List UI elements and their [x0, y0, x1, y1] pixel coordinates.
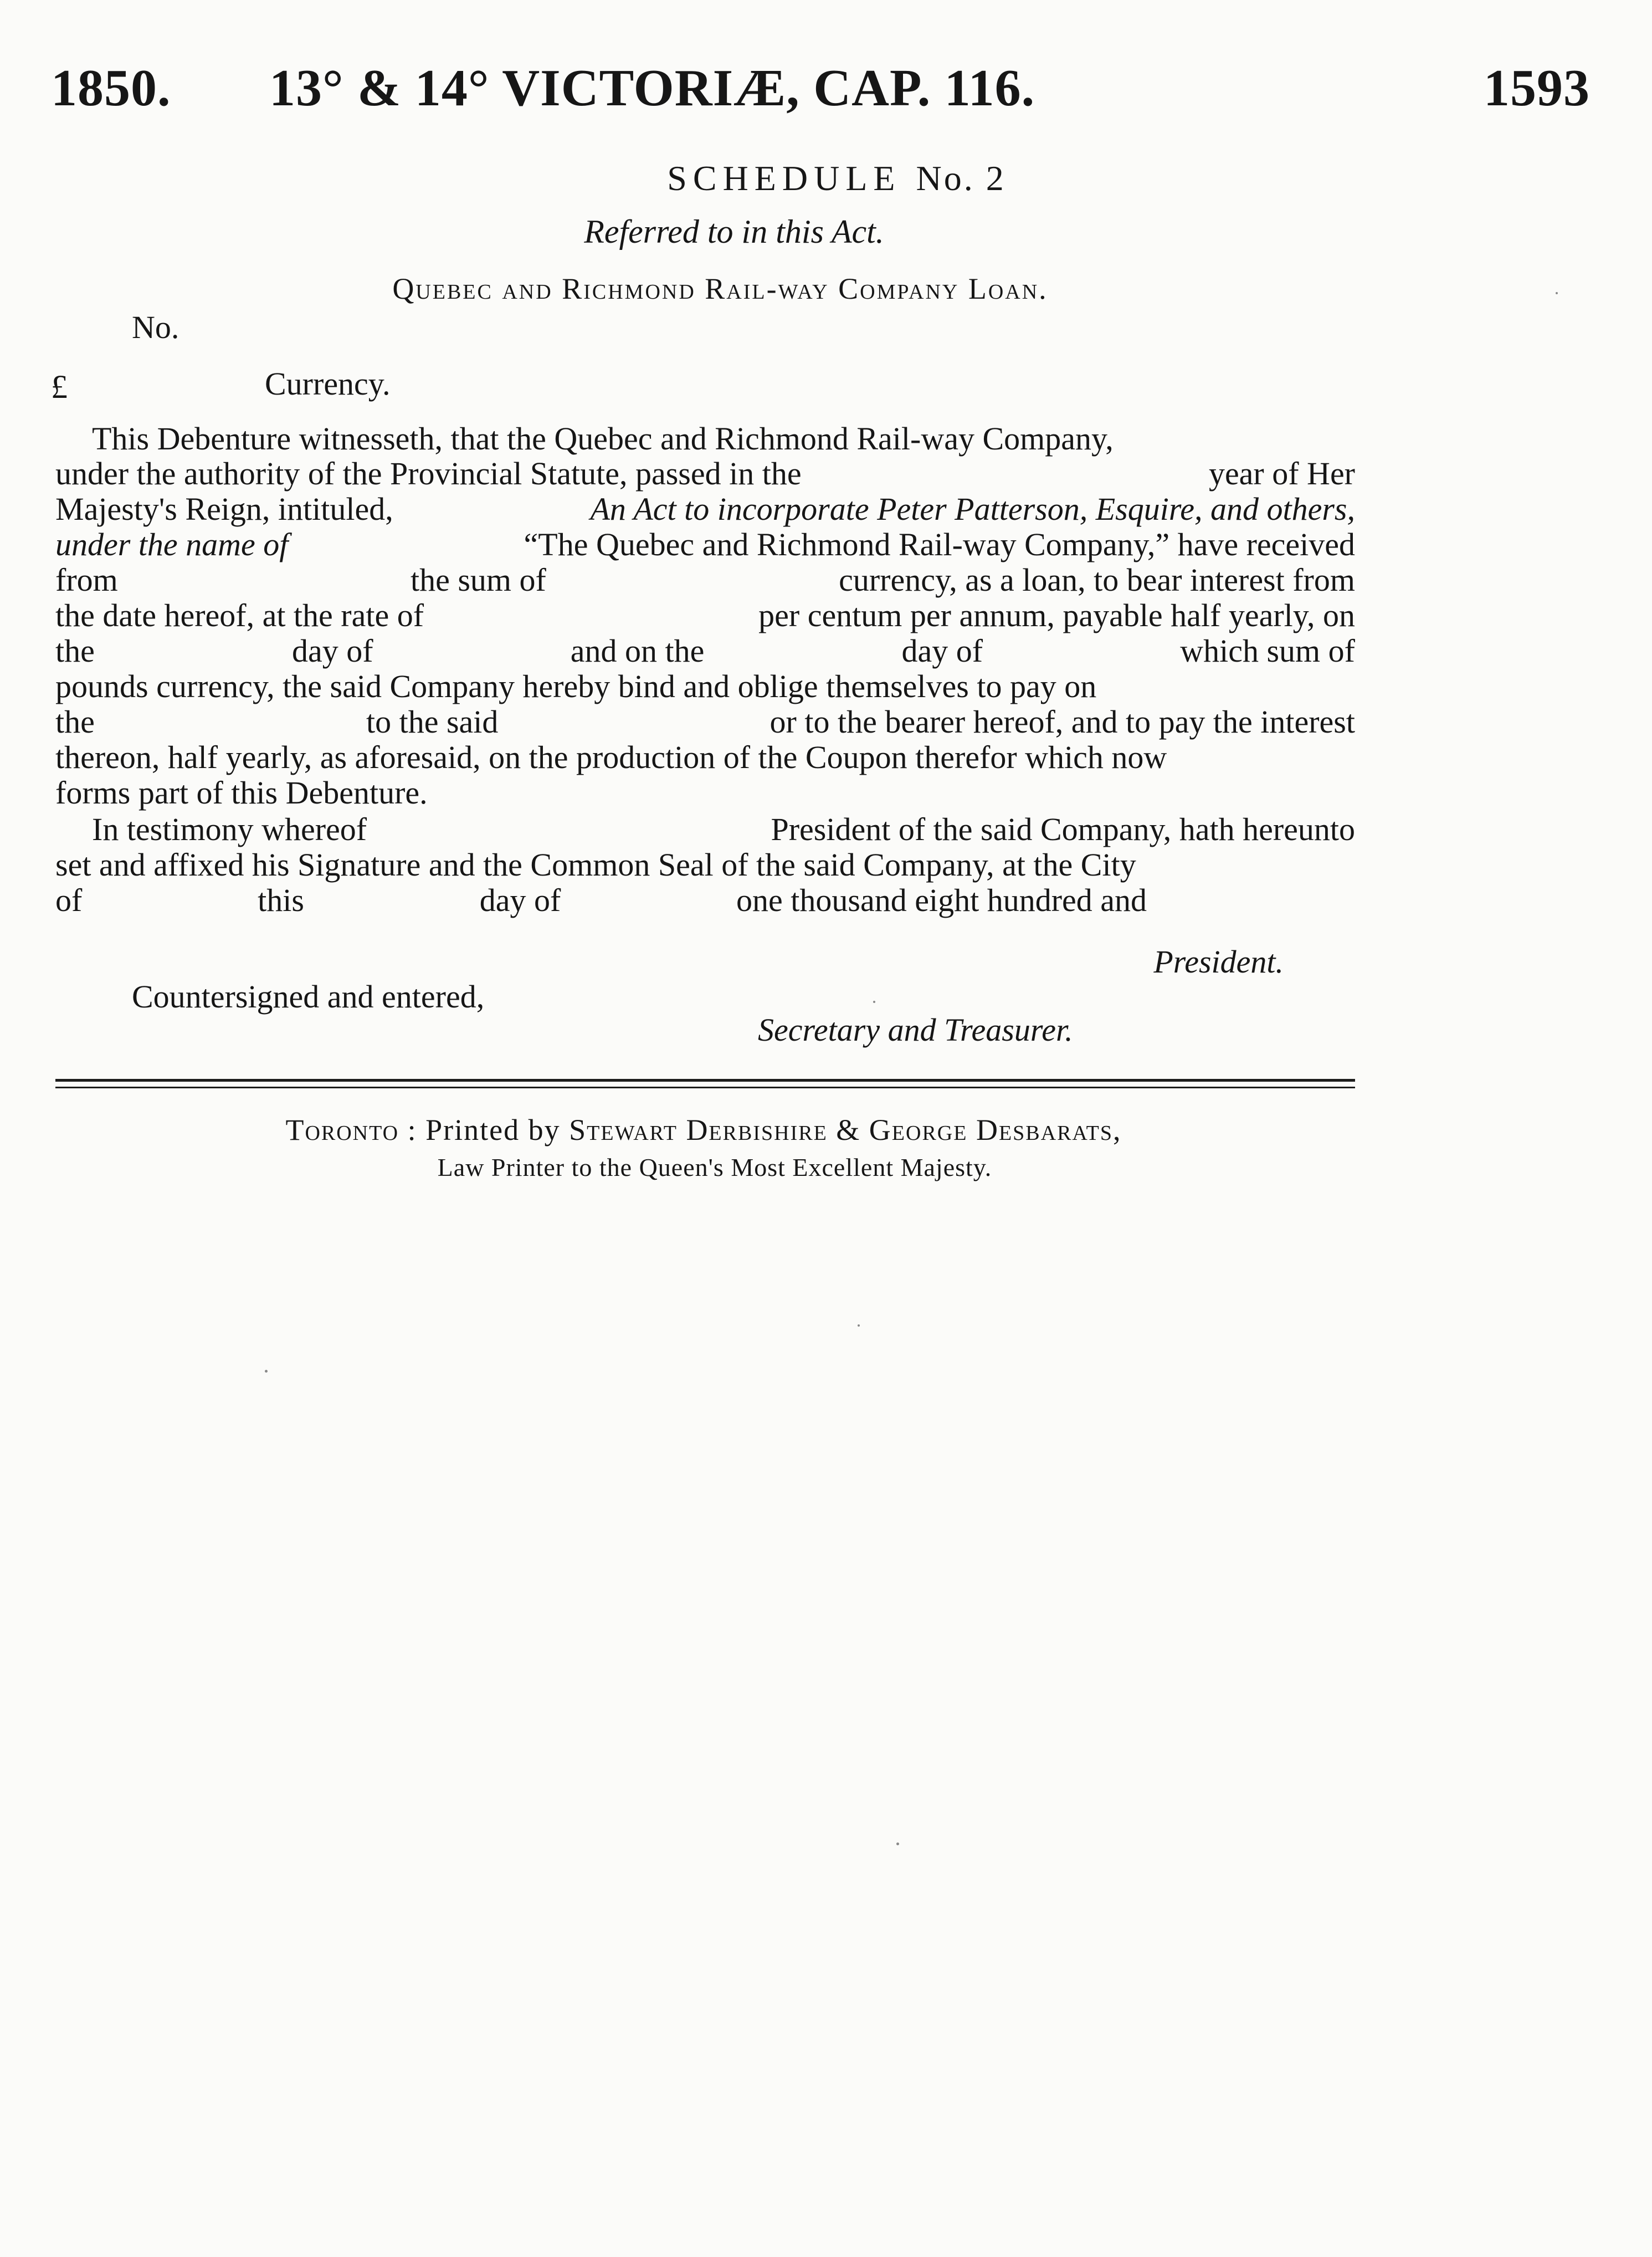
schedule-label: SCHEDULE: [667, 158, 901, 198]
body-line: [55, 668, 1355, 704]
divider-rule: [55, 1079, 1355, 1082]
body-text: from: [55, 562, 118, 598]
body-line: [55, 526, 1355, 562]
body-text: under the authority of the Provincial Statute, passed in the: [55, 456, 802, 492]
print-speck: [896, 1843, 899, 1845]
page-number: 1593: [1484, 59, 1590, 117]
imprint-printer: George Desbarats,: [869, 1113, 1122, 1147]
body-text: thereon, half yearly, as aforesaid, on the production of the Coupon therefor which now: [55, 739, 1167, 775]
body-text: of: [55, 882, 83, 918]
body-text: this: [258, 882, 304, 918]
body-line: [55, 635, 1355, 667]
body-text: day of: [901, 633, 983, 669]
countersigned-label: Countersigned and entered,: [132, 979, 485, 1015]
body-text: which sum of: [1180, 633, 1355, 669]
imprint-ampersand: &: [836, 1113, 861, 1147]
act-title-text: An Act to incorporate Peter Patterson, Esquire, and others,: [590, 491, 1355, 527]
imprint-printed-by: Printed by: [425, 1113, 561, 1147]
body-text: the: [55, 633, 95, 669]
body-text: “The Quebec and Richmond Rail-way Company,” have received: [524, 526, 1355, 562]
body-text: to the said: [366, 704, 499, 740]
body-line: [55, 564, 1355, 596]
body-text: Majesty's Reign, intituled,: [55, 491, 393, 527]
secretary-signature-label: Secretary and Treasurer.: [758, 1012, 1073, 1048]
imprint-printer: Stewart Derbishire: [569, 1113, 828, 1147]
referred-note: Referred to in this Act.: [584, 213, 884, 250]
print-speck: [1556, 292, 1558, 294]
body-text: and on the: [570, 633, 705, 669]
president-signature-label: President.: [1153, 944, 1284, 980]
body-text: the: [55, 704, 95, 740]
print-speck: [873, 1001, 875, 1003]
imprint-line-2: Law Printer to the Queen's Most Excellent Majesty.: [437, 1153, 992, 1181]
body-text: day of: [479, 882, 561, 918]
body-text: the sum of: [411, 562, 546, 598]
number-label: No.: [132, 309, 179, 345]
imprint-line: [0, 1113, 1407, 1147]
body-text: the date hereof, at the rate of: [55, 597, 424, 633]
body-text: per centum per annum, payable half yearly, on: [758, 597, 1355, 633]
body-text: year of Her: [1208, 456, 1355, 492]
body-line: [55, 597, 1355, 633]
act-title-text: under the name of: [55, 526, 289, 562]
divider-rule: [55, 1087, 1355, 1088]
header-year: 1850.: [51, 59, 171, 117]
body-text: or to the bearer hereof, and to pay the interest: [769, 704, 1355, 740]
body-text: pounds currency, the said Company hereby bind and oblige themselves to pay on: [55, 668, 1097, 704]
body-line: [92, 423, 1355, 455]
body-text: one thousand eight hundred and: [736, 882, 1147, 918]
body-line: [55, 458, 1355, 490]
body-text: currency, as a loan, to bear interest from: [839, 562, 1355, 598]
body-line: [55, 706, 1355, 738]
body-line: [55, 777, 1355, 809]
body-text: This Debenture witnesseth, that the Quebec and Richmond Rail-way Company,: [92, 421, 1114, 457]
imprint-place: Toronto :: [285, 1113, 417, 1147]
body-text: President of the said Company, hath hereunto: [771, 811, 1355, 847]
body-line: [55, 849, 1355, 881]
body-line: [55, 741, 1355, 774]
currency-label: Currency.: [265, 366, 391, 402]
header-title: 13° & 14° VICTORIÆ, CAP. 116.: [269, 59, 1035, 117]
body-text: In testimony whereof: [92, 811, 367, 847]
print-speck: [265, 1370, 268, 1373]
body-text: forms part of this Debenture.: [55, 775, 428, 811]
body-line: [55, 493, 1355, 525]
body-line: [55, 884, 1147, 917]
pound-sign: £: [51, 369, 68, 405]
schedule-number: No. 2: [916, 158, 1006, 198]
loan-title: Quebec and Richmond Rail-way Company Loan.: [392, 272, 1048, 305]
body-text: day of: [292, 633, 373, 669]
print-speck: [858, 1324, 860, 1327]
body-text: set and affixed his Signature and the Common Seal of the said Company, at the City: [55, 847, 1136, 883]
body-line: [92, 813, 1355, 846]
schedule-heading: [0, 158, 1652, 199]
